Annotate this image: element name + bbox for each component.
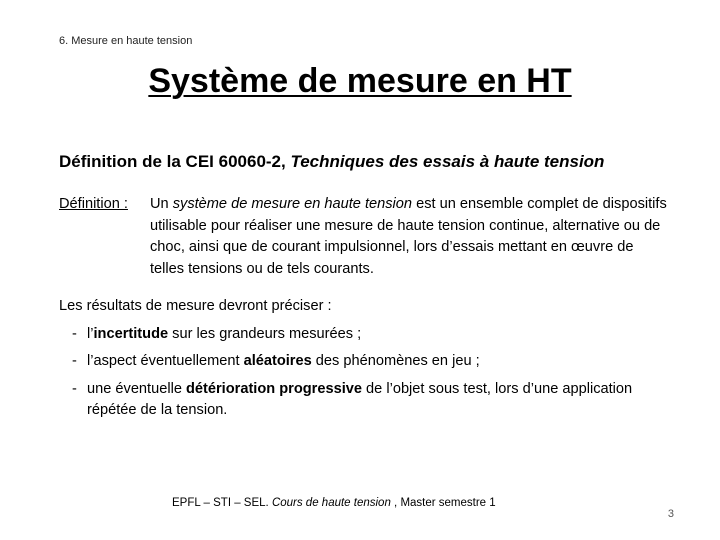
bullet-after: sur les grandeurs mesurées ; (168, 325, 362, 342)
bullet-dash-icon: - (72, 380, 77, 397)
definition-heading-italic: Techniques des essais à haute tension (290, 152, 605, 171)
bullet-before: une éventuelle (87, 380, 186, 397)
footer-prefix: EPFL – STI – SEL. (172, 497, 272, 509)
definition-block (59, 194, 669, 280)
results-section (59, 296, 669, 428)
definition-after: est un ensemble complet de dispositifs utilisable pour réaliser une mesure de haute tension continue, alternative ou de choc, ainsi que de courant impulsionnel, lors d’essais mettant en œuvre de telles tensions ou de tels courants. (150, 196, 667, 277)
bullet-before: l’aspect éventuellement (87, 353, 244, 369)
slide-title: Système de mesure en HT (148, 62, 572, 100)
bullet-bold: aléatoires (243, 353, 312, 369)
page-number: 3 (667, 508, 674, 520)
footer (172, 497, 496, 509)
list-item (59, 351, 669, 373)
list-item (59, 379, 669, 422)
definition-emphasis: système de mesure en haute tension (172, 196, 413, 212)
definition-heading-prefix: Définition de la CEI 60060-2, (59, 152, 291, 171)
section-label: 6. Mesure en haute tension (59, 35, 193, 47)
bullet-after: des phénomènes en jeu ; (311, 353, 480, 369)
footer-course: Cours de haute tension (271, 497, 391, 509)
definition-before: Un (150, 196, 173, 212)
bullet-bold: détérioration progressive (186, 380, 362, 397)
bullet-dash-icon: - (72, 353, 77, 369)
definition-heading (59, 152, 604, 172)
footer-suffix: , Master semestre 1 (390, 497, 496, 509)
list-item (59, 324, 669, 346)
results-intro: Les résultats de mesure devront préciser : (59, 298, 332, 314)
bullet-dash-icon: - (72, 325, 77, 342)
definition-text (150, 194, 669, 280)
bullet-before: l’ (87, 325, 94, 342)
definition-label: Définition : (59, 196, 128, 212)
bullet-bold: incertitude (93, 325, 169, 342)
bullet-after: de l’objet sous test, lors d’une application répétée de la tension. (87, 380, 633, 418)
